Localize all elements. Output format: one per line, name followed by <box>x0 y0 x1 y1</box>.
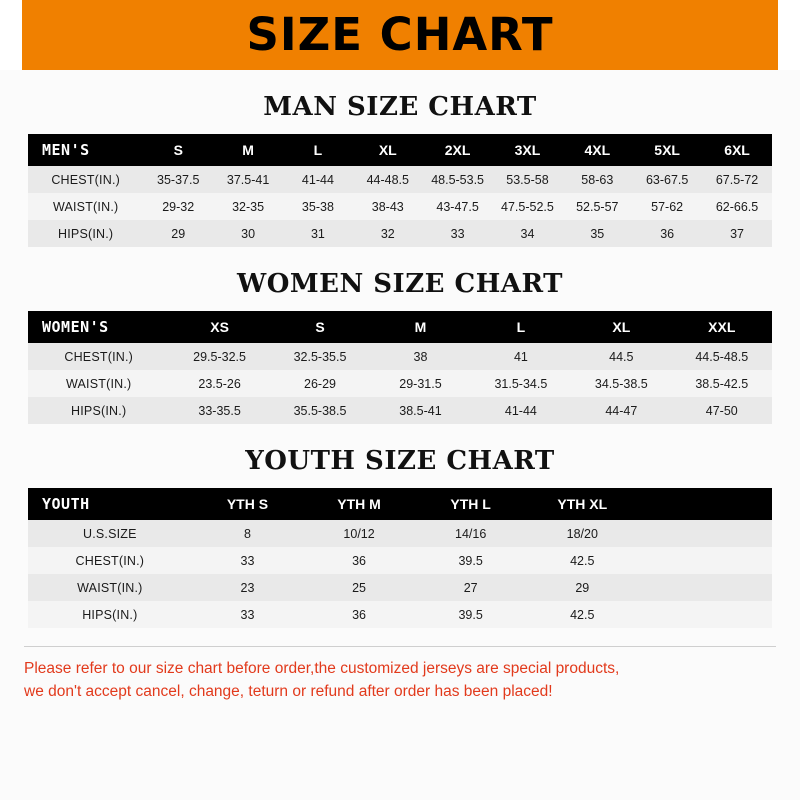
youth-row-label-hips: HIPS(IN.) <box>28 601 192 628</box>
women-col-xl: XL <box>571 311 671 343</box>
table-row <box>28 166 772 193</box>
women-col-xxl: XXL <box>672 311 772 343</box>
table-cell: 37 <box>702 220 772 247</box>
table-cell: 36 <box>632 220 702 247</box>
note-line-1: Please refer to our size chart before order,the customized jerseys are special products, <box>24 660 620 677</box>
table-cell: 35.5-38.5 <box>270 397 370 424</box>
youth-col-m: YTH M <box>303 488 415 520</box>
women-table-wrap <box>0 311 800 424</box>
table-cell: 10/12 <box>303 520 415 547</box>
table-cell: 34.5-38.5 <box>571 370 671 397</box>
table-cell: 35 <box>562 220 632 247</box>
women-row-label-chest: CHEST(IN.) <box>28 343 169 370</box>
table-cell: 48.5-53.5 <box>423 166 493 193</box>
table-cell: 47-50 <box>672 397 772 424</box>
table-row <box>28 370 772 397</box>
table-cell: 44-48.5 <box>353 166 423 193</box>
table-cell: 31 <box>283 220 353 247</box>
men-row-label-chest: CHEST(IN.) <box>28 166 143 193</box>
table-cell: 38 <box>370 343 470 370</box>
women-section-title: WOMEN SIZE CHART <box>237 269 563 299</box>
table-cell: 39.5 <box>415 601 527 628</box>
table-cell: 29-31.5 <box>370 370 470 397</box>
table-cell: 62-66.5 <box>702 193 772 220</box>
men-row-label-waist: WAIST(IN.) <box>28 193 143 220</box>
banner-right-spacer <box>778 0 800 70</box>
table-row <box>28 520 772 547</box>
women-size-table <box>28 311 772 424</box>
youth-row-label-waist: WAIST(IN.) <box>28 574 192 601</box>
men-col-m: M <box>213 134 283 166</box>
table-cell: 42.5 <box>526 547 638 574</box>
table-cell-spacer <box>638 547 772 574</box>
women-col-xs: XS <box>169 311 269 343</box>
table-cell-spacer <box>638 520 772 547</box>
youth-col-spacer <box>638 488 772 520</box>
table-cell: 43-47.5 <box>423 193 493 220</box>
men-col-2xl: 2XL <box>423 134 493 166</box>
youth-row-label-chest: CHEST(IN.) <box>28 547 192 574</box>
table-cell: 27 <box>415 574 527 601</box>
table-cell-spacer <box>638 574 772 601</box>
youth-col-xl: YTH XL <box>526 488 638 520</box>
table-cell: 23.5-26 <box>169 370 269 397</box>
men-col-6xl: 6XL <box>702 134 772 166</box>
table-cell: 25 <box>303 574 415 601</box>
table-cell: 26-29 <box>270 370 370 397</box>
men-col-5xl: 5XL <box>632 134 702 166</box>
table-cell: 42.5 <box>526 601 638 628</box>
table-cell: 29-32 <box>143 193 213 220</box>
women-col-l: L <box>471 311 571 343</box>
page-banner <box>0 0 800 70</box>
men-col-4xl: 4XL <box>562 134 632 166</box>
table-cell: 47.5-52.5 <box>493 193 563 220</box>
women-row-header-label: WOMEN'S <box>28 311 169 343</box>
table-cell: 32 <box>353 220 423 247</box>
table-header-row <box>28 488 772 520</box>
table-cell: 38.5-41 <box>370 397 470 424</box>
table-header-row <box>28 311 772 343</box>
table-cell: 32-35 <box>213 193 283 220</box>
youth-table-wrap <box>0 488 800 628</box>
table-cell: 41-44 <box>471 397 571 424</box>
men-row-label-hips: HIPS(IN.) <box>28 220 143 247</box>
table-cell: 36 <box>303 547 415 574</box>
table-cell: 53.5-58 <box>493 166 563 193</box>
note-line-2: we don't accept cancel, change, teturn or refund after order has been placed! <box>24 683 553 701</box>
table-cell: 39.5 <box>415 547 527 574</box>
women-col-s: S <box>270 311 370 343</box>
table-row <box>28 193 772 220</box>
table-cell: 18/20 <box>526 520 638 547</box>
table-cell: 8 <box>192 520 304 547</box>
table-cell: 38-43 <box>353 193 423 220</box>
table-cell: 41-44 <box>283 166 353 193</box>
table-cell: 14/16 <box>415 520 527 547</box>
table-cell: 63-67.5 <box>632 166 702 193</box>
table-cell: 44-47 <box>571 397 671 424</box>
table-cell: 33 <box>192 547 304 574</box>
youth-row-header-label: YOUTH <box>28 488 192 520</box>
table-cell: 67.5-72 <box>702 166 772 193</box>
table-cell: 44.5 <box>571 343 671 370</box>
youth-row-label-us-size: U.S.SIZE <box>28 520 192 547</box>
men-size-table <box>28 134 772 247</box>
youth-size-table <box>28 488 772 628</box>
men-col-s: S <box>143 134 213 166</box>
table-row <box>28 547 772 574</box>
women-col-m: M <box>370 311 470 343</box>
men-col-3xl: 3XL <box>493 134 563 166</box>
page-title: SIZE CHART <box>246 8 554 61</box>
table-cell: 33-35.5 <box>169 397 269 424</box>
men-col-l: L <box>283 134 353 166</box>
table-cell: 37.5-41 <box>213 166 283 193</box>
table-row <box>28 220 772 247</box>
men-table-wrap <box>0 134 800 247</box>
order-policy-note <box>24 646 776 704</box>
table-cell: 29 <box>143 220 213 247</box>
table-cell: 38.5-42.5 <box>672 370 772 397</box>
table-cell: 35-37.5 <box>143 166 213 193</box>
banner-left-spacer <box>0 0 22 70</box>
youth-section-title: YOUTH SIZE CHART <box>245 446 555 476</box>
table-cell: 41 <box>471 343 571 370</box>
table-header-row <box>28 134 772 166</box>
men-section-title: MAN SIZE CHART <box>263 92 537 122</box>
table-cell: 33 <box>192 601 304 628</box>
men-col-xl: XL <box>353 134 423 166</box>
women-row-label-hips: HIPS(IN.) <box>28 397 169 424</box>
men-row-header-label: MEN'S <box>28 134 143 166</box>
table-row <box>28 574 772 601</box>
table-cell: 44.5-48.5 <box>672 343 772 370</box>
table-cell: 57-62 <box>632 193 702 220</box>
table-row <box>28 601 772 628</box>
table-cell: 58-63 <box>562 166 632 193</box>
table-cell: 23 <box>192 574 304 601</box>
table-cell: 36 <box>303 601 415 628</box>
table-cell: 30 <box>213 220 283 247</box>
table-cell: 52.5-57 <box>562 193 632 220</box>
table-cell: 32.5-35.5 <box>270 343 370 370</box>
table-row <box>28 343 772 370</box>
youth-col-l: YTH L <box>415 488 527 520</box>
table-cell: 31.5-34.5 <box>471 370 571 397</box>
table-cell: 33 <box>423 220 493 247</box>
table-cell: 35-38 <box>283 193 353 220</box>
table-cell: 29 <box>526 574 638 601</box>
table-cell: 34 <box>493 220 563 247</box>
table-cell-spacer <box>638 601 772 628</box>
table-cell: 29.5-32.5 <box>169 343 269 370</box>
youth-col-s: YTH S <box>192 488 304 520</box>
women-row-label-waist: WAIST(IN.) <box>28 370 169 397</box>
table-row <box>28 397 772 424</box>
